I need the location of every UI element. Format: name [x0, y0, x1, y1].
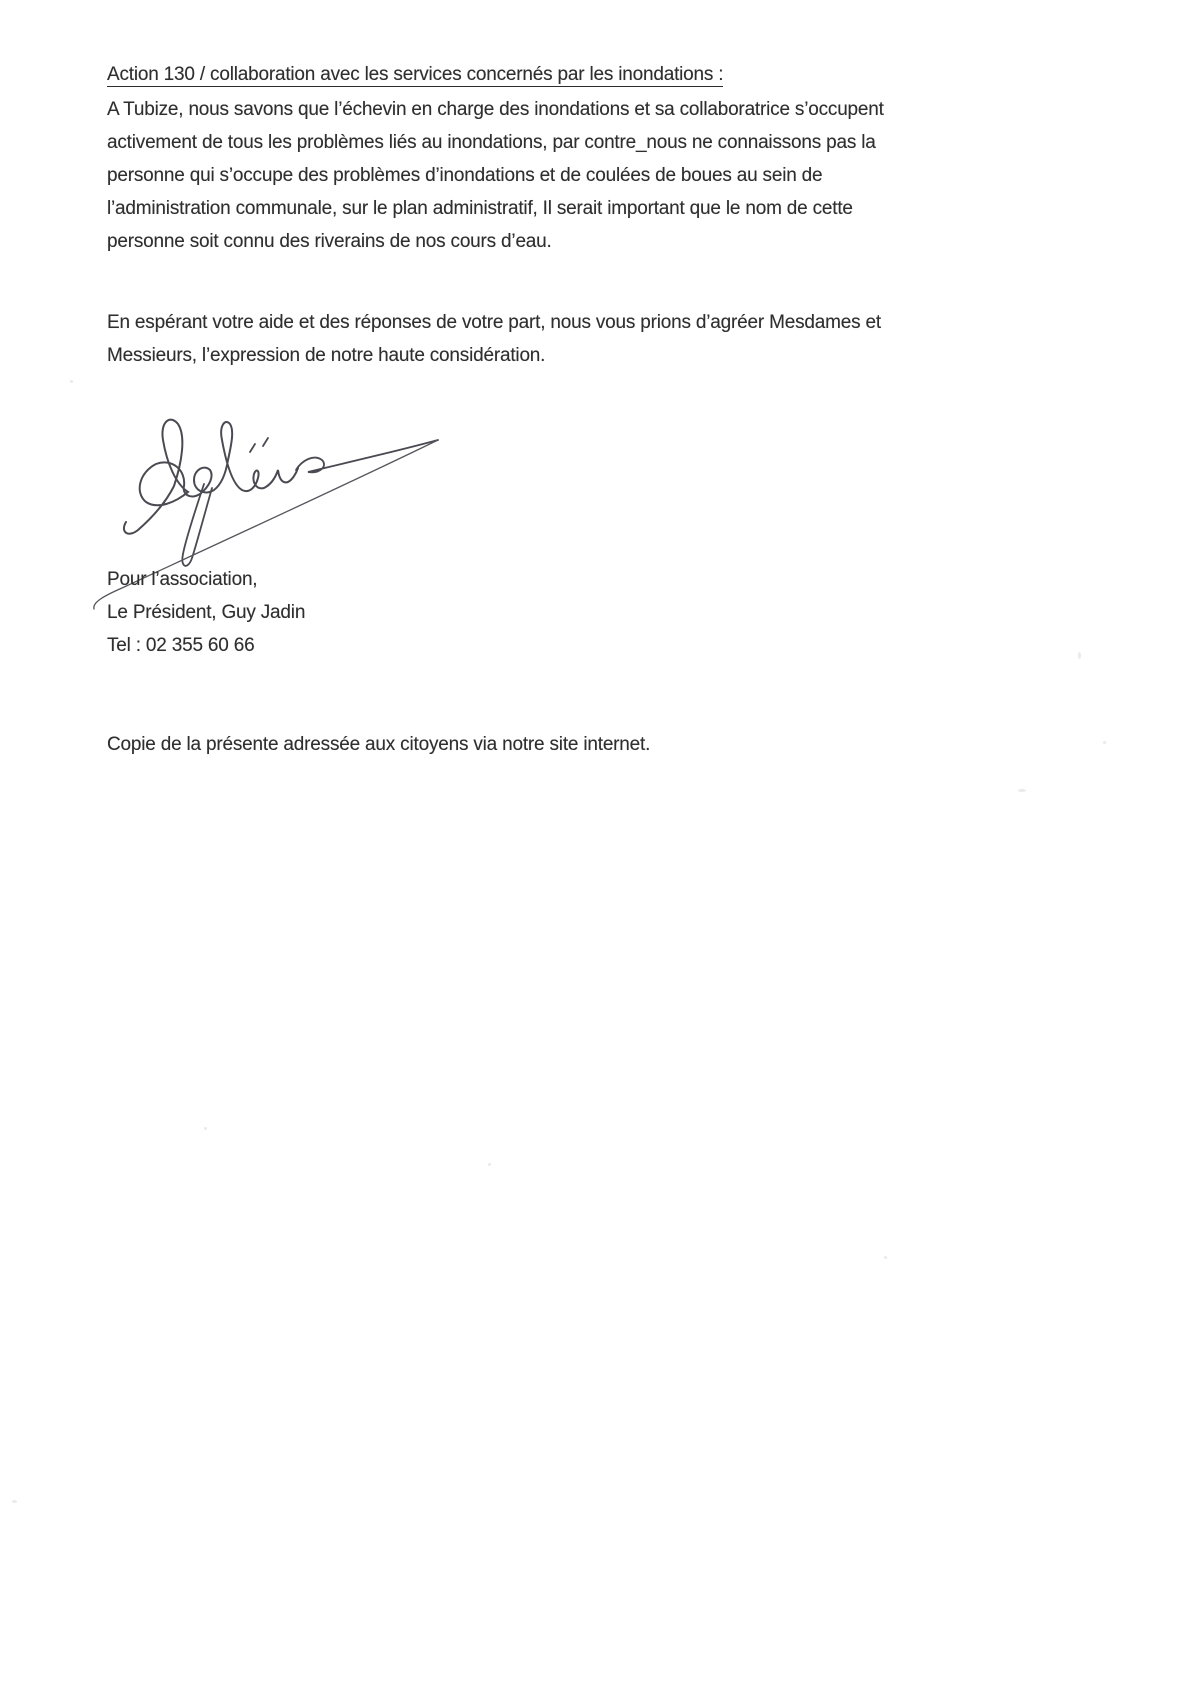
body-line: personne qui s’occupe des problèmes d’inondations et de coulées de boues au sein de	[107, 165, 823, 186]
letter-paragraph-main	[107, 93, 884, 258]
body-line: Messieurs, l’expression de notre haute considération.	[107, 345, 546, 366]
letter-signoff-block	[107, 563, 305, 662]
signature-letters-stroke	[124, 420, 298, 534]
scan-speck	[488, 1163, 491, 1166]
signature-flourish-stroke	[296, 440, 438, 472]
body-line: personne soit connu des riverains de nos cours d’eau.	[107, 231, 552, 252]
body-line: l’administration communale, sur le plan administratif, Il serait important que le nom de cette	[107, 198, 853, 219]
scan-speck	[884, 1256, 887, 1259]
letter-subject-heading	[107, 60, 723, 90]
scan-speck	[1018, 789, 1026, 792]
scan-speck	[1103, 741, 1106, 744]
signoff-phone-line: Tel : 02 355 60 66	[107, 635, 255, 656]
heading-underlined-text: Action 130 / collaboration avec les services concernés par les inondations :	[107, 64, 724, 85]
scan-speck	[1078, 652, 1081, 659]
body-line: activement de tous les problèmes liés au inondations, par contre_nous ne connaissons pas la	[107, 132, 876, 153]
body-line: En espérant votre aide et des réponses de votre part, nous vous prions d’agréer Mesdames et	[107, 312, 881, 333]
body-line: A Tubize, nous savons que l’échevin en charge des inondations et sa collaboratrice s’occupent	[107, 99, 884, 120]
letter-paragraph-closing	[107, 306, 881, 372]
scan-speck	[204, 1127, 207, 1130]
signature-idot-strokes	[250, 438, 268, 452]
copy-distribution-note: Copie de la présente adressée aux citoyens via notre site internet.	[107, 734, 651, 755]
signoff-association-line: Pour l’association,	[107, 569, 258, 590]
signoff-president-line: Le Président, Guy Jadin	[107, 602, 306, 623]
scan-speck	[70, 380, 73, 383]
scan-speck	[12, 1500, 17, 1503]
